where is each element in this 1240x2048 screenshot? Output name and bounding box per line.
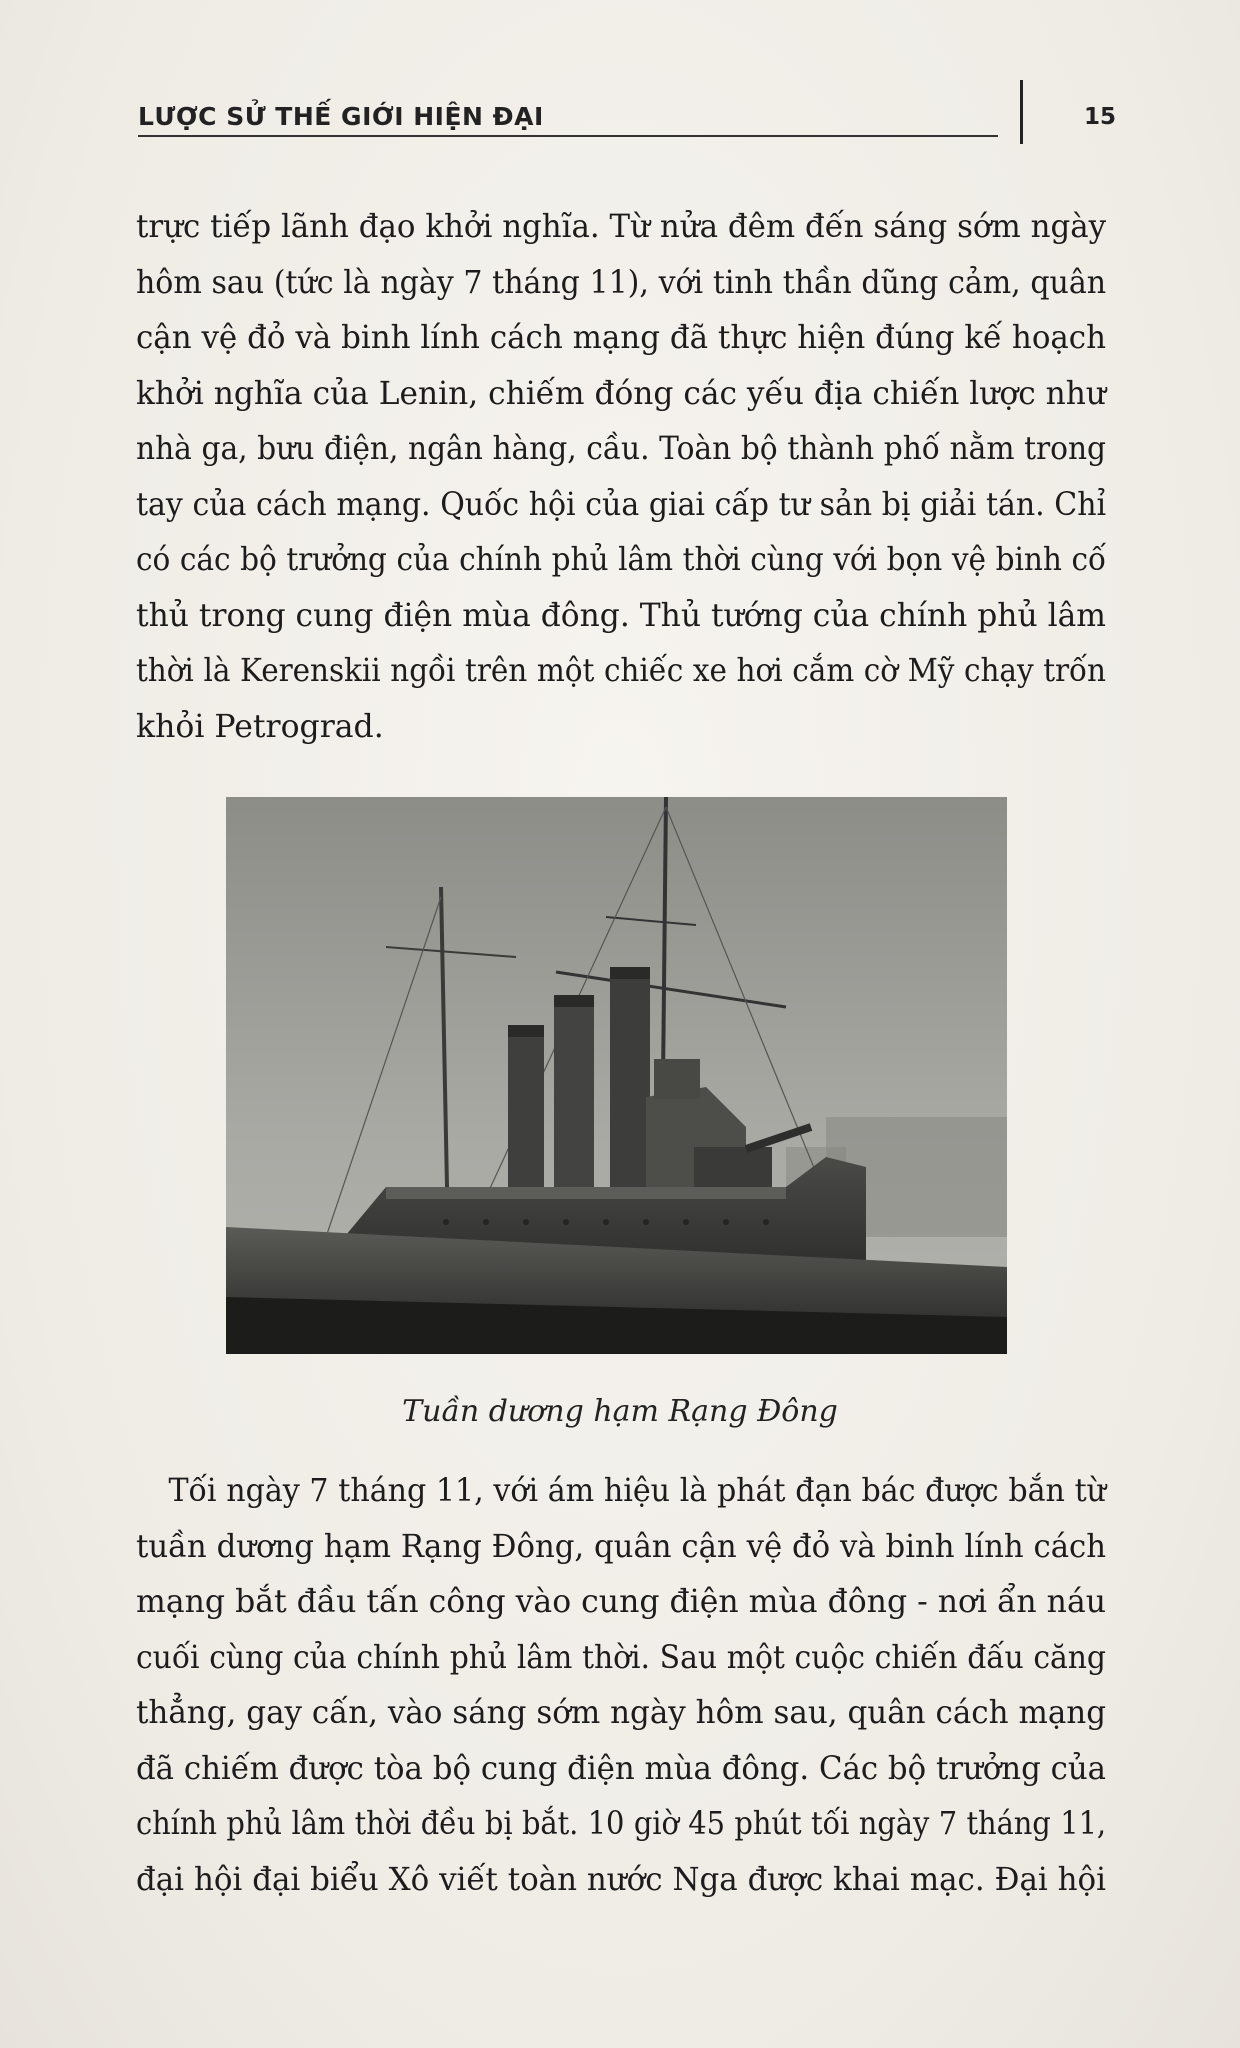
figure-caption: Tuần dương hạm Rạng Đông bbox=[402, 1394, 838, 1429]
text-line: khỏi Petrograd. bbox=[136, 708, 384, 745]
text-line: khởi nghĩa của Lenin, chiếm đóng các yếu địa chiến lược như bbox=[136, 375, 1106, 412]
text-line: có các bộ trưởng của chính phủ lâm thời cùng với bọn vệ binh cố bbox=[136, 542, 1106, 578]
paragraph-1 bbox=[136, 200, 1106, 755]
cruiser-photo bbox=[226, 797, 1007, 1354]
text-line: thủ trong cung điện mùa đông. Thủ tướng của chính phủ lâm bbox=[136, 597, 1106, 634]
header-rule bbox=[138, 135, 998, 137]
text-line: thời là Kerenskii ngồi trên một chiếc xe hơi cắm cờ Mỹ chạy trốn bbox=[136, 653, 1106, 689]
page-number: 15 bbox=[1084, 104, 1117, 130]
text-line: nhà ga, bưu điện, ngân hàng, cầu. Toàn bộ thành phố nằm trong bbox=[136, 431, 1106, 467]
running-header bbox=[138, 96, 1138, 156]
header-separator bbox=[1020, 80, 1023, 144]
text-line: đã chiếm được tòa bộ cung điện mùa đông. Các bộ trưởng của bbox=[136, 1750, 1106, 1787]
book-title: LƯỢC SỬ THẾ GIỚI HIỆN ĐẠI bbox=[138, 102, 544, 131]
text-line: chính phủ lâm thời đều bị bắt. 10 giờ 45 phút tối ngày 7 tháng 11, bbox=[136, 1806, 1106, 1842]
text-line: thẳng, gay cấn, vào sáng sớm ngày hôm sau, quân cách mạng bbox=[136, 1695, 1106, 1731]
paragraph-2 bbox=[136, 1464, 1106, 1908]
text-line: cuối cùng của chính phủ lâm thời. Sau một cuộc chiến đấu căng bbox=[136, 1639, 1106, 1676]
text-line: tay của cách mạng. Quốc hội của giai cấp tư sản bị giải tán. Chỉ bbox=[136, 486, 1106, 523]
text-line: trực tiếp lãnh đạo khởi nghĩa. Từ nửa đêm đến sáng sớm ngày bbox=[136, 209, 1106, 245]
text-line: Tối ngày 7 tháng 11, với ám hiệu là phát đạn bác được bắn từ bbox=[168, 1473, 1106, 1509]
text-line: cận vệ đỏ và binh lính cách mạng đã thực hiện đúng kế hoạch bbox=[136, 320, 1106, 356]
text-line: mạng bắt đầu tấn công vào cung điện mùa đông - nơi ẩn náu bbox=[136, 1584, 1106, 1620]
text-line: tuần dương hạm Rạng Đông, quân cận vệ đỏ và binh lính cách bbox=[136, 1528, 1106, 1565]
text-line: hôm sau (tức là ngày 7 tháng 11), với tinh thần dũng cảm, quân bbox=[136, 264, 1106, 301]
text-line: đại hội đại biểu Xô viết toàn nước Nga được khai mạc. Đại hội bbox=[136, 1861, 1106, 1898]
cruiser-illustration bbox=[226, 797, 1007, 1354]
